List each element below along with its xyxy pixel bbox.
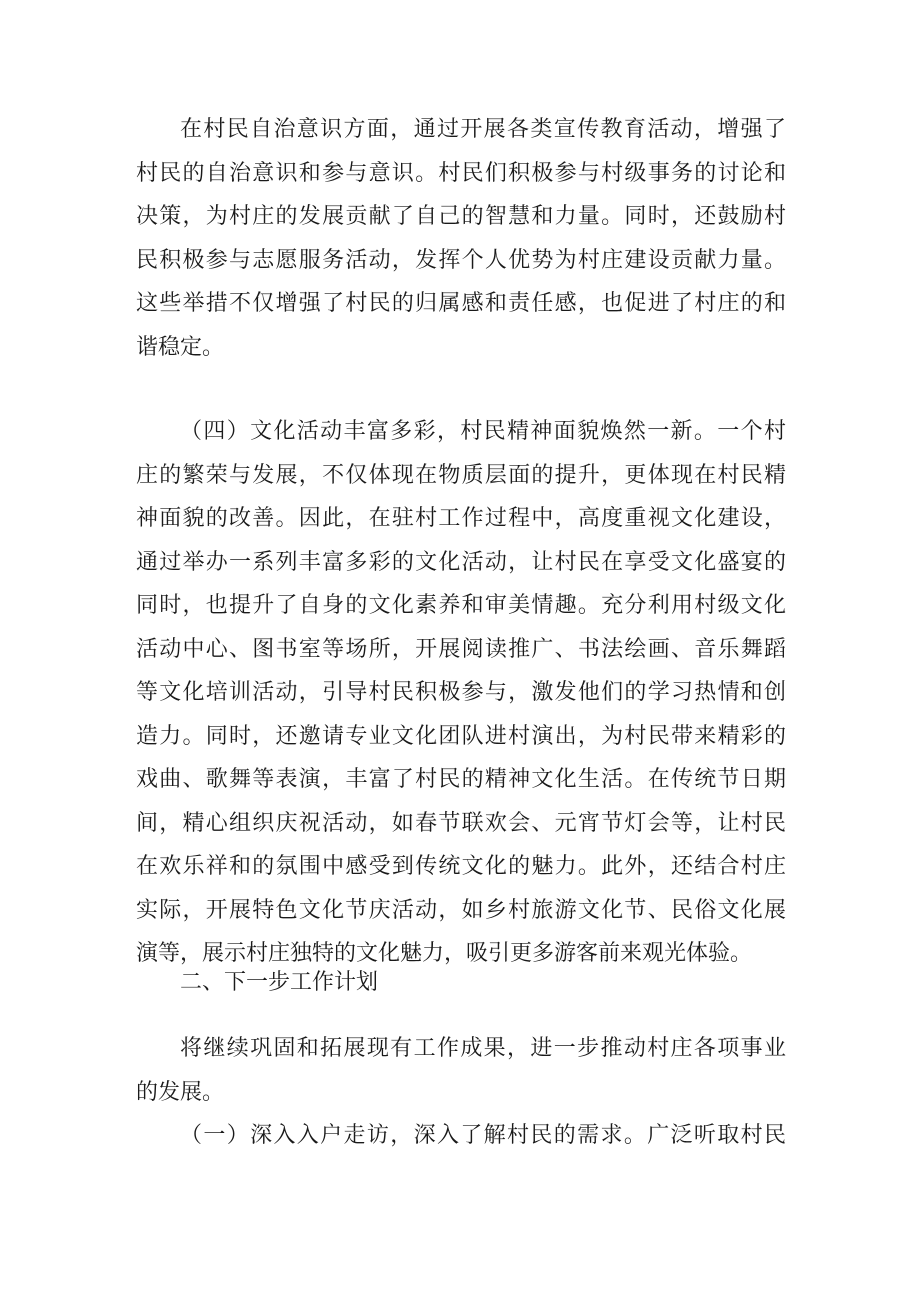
text-line: （一）深入入户走访，深入了解村民的需求。广泛听取村民	[180, 1123, 786, 1148]
section-heading: 二、下一步工作计划	[180, 970, 379, 995]
paragraph-continue-work	[136, 1027, 786, 1114]
text-line: 谐稳定。	[136, 334, 225, 360]
text-line: 的发展。	[136, 1079, 225, 1105]
text-line: 通过举办一系列丰富多彩的文化活动，让村民在享受文化盛宴的	[136, 549, 786, 575]
paragraph-household-visits	[136, 1114, 786, 1158]
section-heading-next-steps	[136, 961, 786, 1005]
text-line: 将继续巩固和拓展现有工作成果，进一步推动村庄各项事业	[180, 1036, 786, 1061]
text-line: （四）文化活动丰富多彩，村民精神面貌焕然一新。一个村	[180, 419, 786, 444]
text-line: 戏曲、歌舞等表演，丰富了村民的精神文化生活。在传统节日期	[136, 767, 786, 792]
text-line: 决策，为村庄的发展贡献了自己的智慧和力量。同时，还鼓励村	[136, 204, 786, 229]
paragraph-cultural-activities	[136, 410, 786, 976]
text-line: 同时，也提升了自身的文化素养和审美情趣。充分利用村级文化	[136, 593, 786, 618]
text-line: 活动中心、图书室等场所，开展阅读推广、书法绘画、音乐舞蹈	[136, 636, 786, 662]
text-line: 造力。同时，还邀请专业文化团队进村演出，为村民带来精彩的	[136, 723, 786, 749]
text-line: 村民的自治意识和参与意识。村民们积极参与村级事务的讨论和	[136, 160, 786, 186]
text-line: 间，精心组织庆祝活动，如春节联欢会、元宵节灯会等，让村民	[136, 810, 786, 836]
text-line: 演等，展示村庄独特的文化魅力，吸引更多游客前来观光体验。	[136, 941, 753, 966]
text-line: 庄的繁荣与发展，不仅体现在物质层面的提升，更体现在村民精	[136, 462, 786, 488]
text-line: 神面貌的改善。因此，在驻村工作过程中，高度重视文化建设，	[136, 506, 786, 531]
text-line: 在欢乐祥和的氛围中感受到传统文化的魅力。此外，还结合村庄	[136, 854, 786, 879]
text-line: 民积极参与志愿服务活动，发挥个人优势为村庄建设贡献力量。	[136, 247, 786, 273]
text-line: 实际，开展特色文化节庆活动，如乡村旅游文化节、民俗文化展	[136, 897, 786, 923]
paragraph-village-autonomy	[136, 108, 786, 369]
text-line: 等文化培训活动，引导村民积极参与，激发他们的学习热情和创	[136, 680, 786, 705]
text-line: 这些举措不仅增强了村民的归属感和责任感，也促进了村庄的和	[136, 291, 786, 316]
text-line: 在村民自治意识方面，通过开展各类宣传教育活动，增强了	[180, 117, 786, 142]
